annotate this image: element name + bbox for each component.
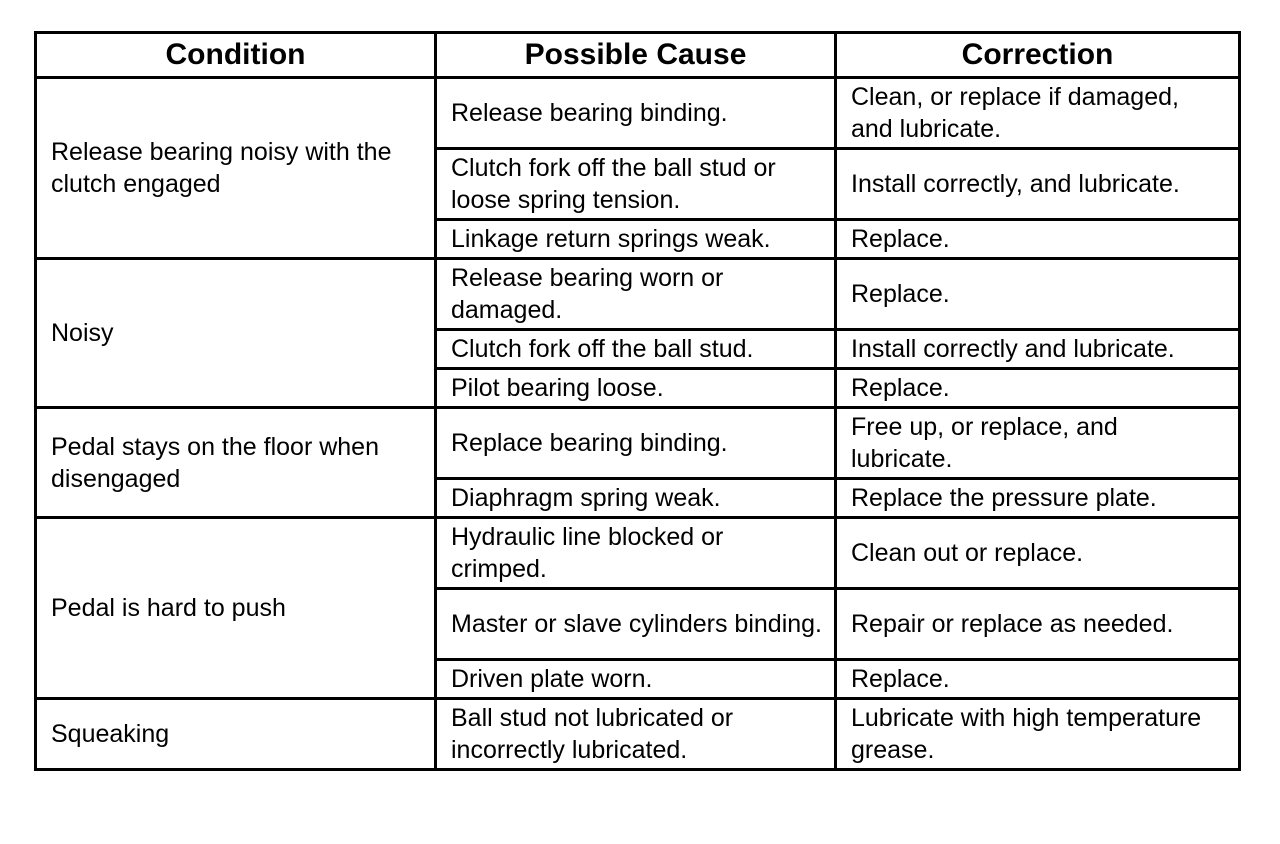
correction-cell: Replace. <box>836 220 1240 259</box>
cause-cell: Release bearing worn or damaged. <box>436 259 836 330</box>
cause-cell: Replace bearing binding. <box>436 408 836 479</box>
cause-cell: Release bearing binding. <box>436 78 836 149</box>
condition-cell: Pedal stays on the floor when disengaged <box>36 408 436 518</box>
condition-cell: Pedal is hard to push <box>36 518 436 699</box>
correction-cell: Clean out or replace. <box>836 518 1240 589</box>
correction-cell: Clean, or replace if damaged, and lubricate. <box>836 78 1240 149</box>
table-row <box>36 78 1240 149</box>
header-possible-cause: Possible Cause <box>436 33 836 78</box>
cause-cell: Driven plate worn. <box>436 660 836 699</box>
correction-cell: Replace the pressure plate. <box>836 479 1240 518</box>
header-condition: Condition <box>36 33 436 78</box>
cause-cell: Ball stud not lubricated or incorrectly lubricated. <box>436 699 836 770</box>
condition-cell: Squeaking <box>36 699 436 770</box>
header-correction: Correction <box>836 33 1240 78</box>
cause-cell: Diaphragm spring weak. <box>436 479 836 518</box>
table-row <box>36 518 1240 589</box>
troubleshooting-table <box>34 31 1241 771</box>
cause-cell: Pilot bearing loose. <box>436 369 836 408</box>
condition-cell: Release bearing noisy with the clutch engaged <box>36 78 436 259</box>
table-row <box>36 699 1240 770</box>
cause-cell: Hydraulic line blocked or crimped. <box>436 518 836 589</box>
correction-cell: Install correctly, and lubricate. <box>836 149 1240 220</box>
correction-cell: Lubricate with high temperature grease. <box>836 699 1240 770</box>
cause-cell: Clutch fork off the ball stud or loose spring tension. <box>436 149 836 220</box>
header-row <box>36 33 1240 78</box>
correction-cell: Replace. <box>836 259 1240 330</box>
table-row <box>36 259 1240 330</box>
cause-cell: Linkage return springs weak. <box>436 220 836 259</box>
correction-cell: Replace. <box>836 369 1240 408</box>
table-row <box>36 408 1240 479</box>
cause-cell: Master or slave cylinders binding. <box>436 589 836 660</box>
condition-cell: Noisy <box>36 259 436 408</box>
correction-cell: Install correctly and lubricate. <box>836 330 1240 369</box>
correction-cell: Free up, or replace, and lubricate. <box>836 408 1240 479</box>
correction-cell: Repair or replace as needed. <box>836 589 1240 660</box>
correction-cell: Replace. <box>836 660 1240 699</box>
cause-cell: Clutch fork off the ball stud. <box>436 330 836 369</box>
